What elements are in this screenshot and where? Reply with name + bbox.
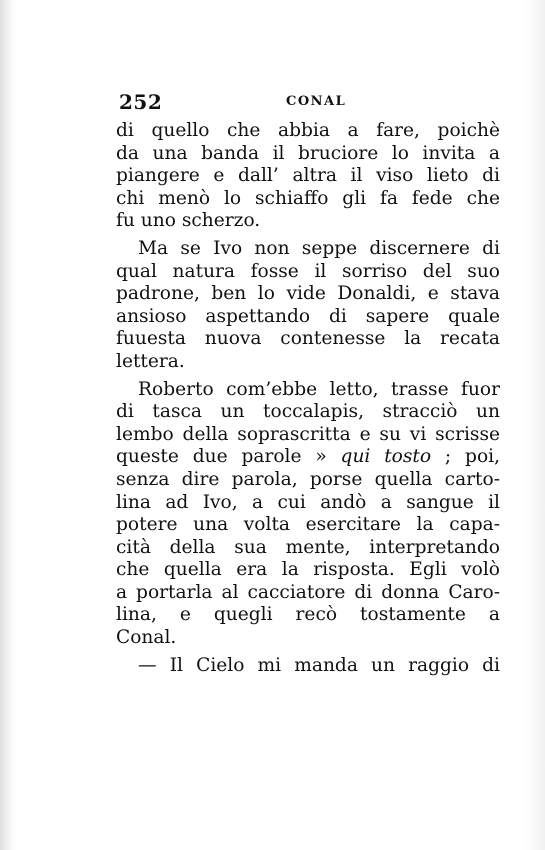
- text-line: Ma se Ivo non seppe discernere di: [138, 237, 500, 259]
- text-line: lina, e quegli recò tostamente a: [116, 604, 500, 626]
- text-line: Conal.: [116, 627, 177, 649]
- text-line: qual natura fosse il sorriso del suo: [116, 260, 500, 282]
- text-line: potere una volta esercitare la capa-: [116, 514, 500, 536]
- text-line: piangere e dall’ altra il viso lieto di: [116, 165, 500, 187]
- text-line: chi menò lo schiaffo gli fa fede che: [116, 187, 500, 209]
- paragraph: [116, 655, 500, 678]
- text-line: Roberto com’ebbe letto, trasse fuor: [138, 378, 500, 400]
- running-title: CONAL: [286, 94, 347, 109]
- text-line: che quella era la risposta. Egli volò: [116, 559, 500, 581]
- body-text: [116, 120, 500, 677]
- paragraph: [116, 120, 500, 233]
- text-line: — Il Cielo mi manda un raggio di: [138, 654, 500, 676]
- text-line: lembo della soprascritta e su vi scrisse: [116, 423, 500, 445]
- paragraph: [116, 238, 500, 374]
- text-line: padrone, ben lo vide Donaldi, e stava: [116, 283, 500, 305]
- paragraph: [116, 379, 500, 650]
- text-line: da una banda il bruciore lo invita a: [116, 142, 500, 164]
- gutter-shadow: [0, 0, 12, 850]
- text-line: fu uno scherzo.: [116, 210, 261, 232]
- text-line: cità della sua mente, interpretando: [116, 536, 500, 558]
- text-fragment: ; poi,: [431, 446, 500, 468]
- page-number: 252: [119, 90, 163, 114]
- text-line: fuuesta nuova contenesse la recata: [116, 328, 500, 350]
- text-line: lettera.: [116, 350, 185, 372]
- text-line: di quello che abbia a fare, poichè: [116, 120, 500, 141]
- text-line-with-quote: [116, 446, 500, 469]
- text-line: ansioso aspettando di sapere quale: [116, 305, 500, 327]
- text-line: lina ad Ivo, a cui andò a sangue il: [116, 491, 500, 513]
- text-line: di tasca un toccalapis, stracciò un: [116, 401, 500, 423]
- text-line: senza dire parola, porse quella carto-: [116, 468, 500, 490]
- text-fragment: queste due parole »: [116, 446, 341, 468]
- italic-quote: qui tosto: [340, 446, 432, 468]
- text-line: a portarla al cacciatore di donna Caro-: [116, 581, 500, 603]
- page-header: [119, 90, 499, 116]
